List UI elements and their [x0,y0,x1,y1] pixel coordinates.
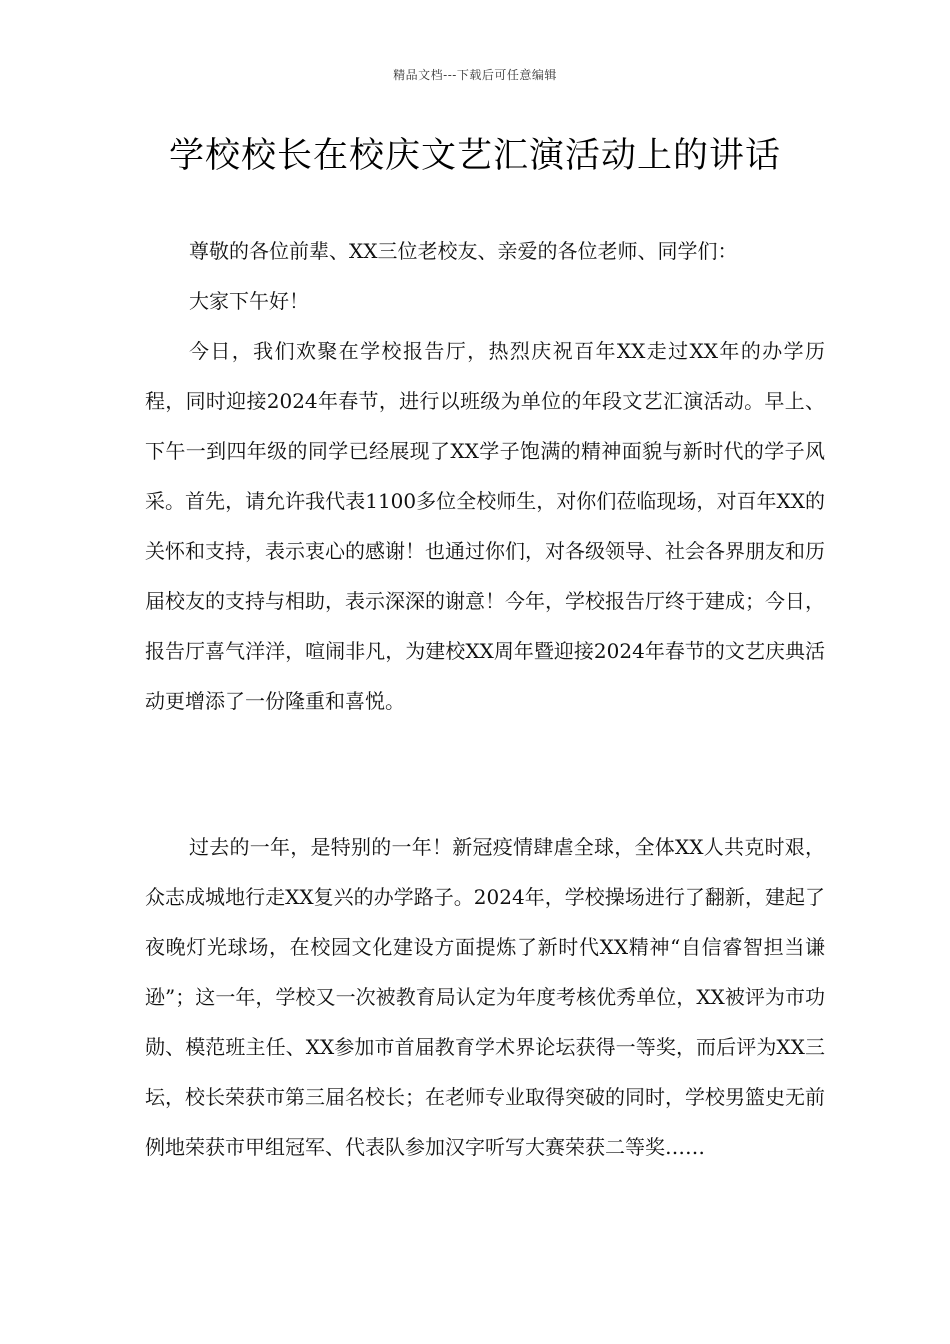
greeting-line: 大家下午好！ [189,289,309,313]
paragraph: 今日，我们欢聚在学校报告厅，热烈庆祝百年XX走过XX年的办学历程，同时迎接2024年春节，进行以班级为单位的年段文艺汇演活动。早上、下午一到四年级的同学已经展现了XX学子饱满的精神面貌与新时代的学子风采。首先，请允许我代表1100多位全校师生，对你们莅临现场，对百年XX的关怀和支持，表示衷心的感谢！也通过你们，对各级领导、社会各界朋友和历届校友的支持与相助，表示深深的谢意！今年，学校报告厅终于建成；今日，报告厅喜气洋洋，喧闹非凡，为建校XX周年暨迎接2024年春节的文艺庆典活动更增添了一份隆重和喜悦。 [145,339,825,713]
paragraph: 过去的一年，是特别的一年！新冠疫情肆虐全球，全体XX人共克时艰，众志成城地行走XX复兴的办学路子。2024年，学校操场进行了翻新，建起了夜晚灯光球场，在校园文化建设方面提炼了新时代XX精神“自信睿智担当谦逊”；这一年，学校又一次被教育局认定为年度考核优秀单位，XX被评为市功勋、模范班主任、XX参加市首届教育学术界论坛获得一等奖，而后评为XX三坛，校长荣获市第三届名校长；在老师专业取得突破的同时，学校男篮史无前例地荣获市甲组冠军、代表队参加汉字听写大赛荣获二等奖…… [145,835,825,1159]
salutation: 尊敬的各位前辈、XX三位老校友、亲爱的各位老师、同学们： [189,239,738,263]
document-title: 学校校长在校庆文艺汇演活动上的讲话 [168,136,781,176]
header-note: 精品文档---下载后可任意编辑 [393,68,557,82]
